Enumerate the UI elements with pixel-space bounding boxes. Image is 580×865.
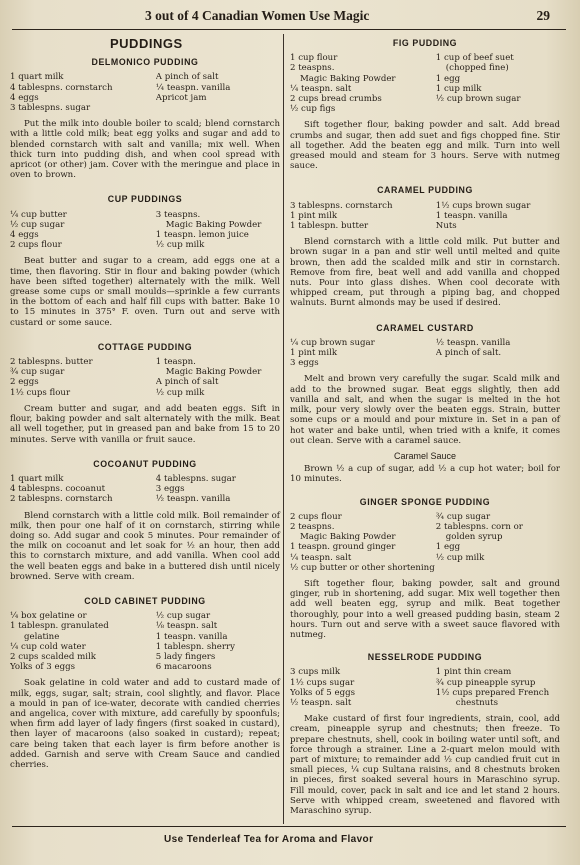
ingredient: ½ cup milk	[155, 387, 205, 398]
recipe-title: COCOANUT PUDDING	[93, 458, 197, 469]
ingredient: ½ cup brown sugar	[435, 94, 521, 105]
recipe-title: CUP PUDDINGS	[107, 194, 183, 205]
ingredient: 1 quart milk	[10, 72, 64, 83]
ingredient: 3 tablespns. cornstarch	[290, 200, 393, 211]
ingredient-list	[10, 357, 280, 398]
ingredient: gelatine	[24, 631, 60, 642]
header-title: 3 out of 4 Canadian Women Use Magic	[145, 8, 370, 23]
ingredient: 4 tablespns. cocoanut	[10, 484, 106, 495]
ingredient: 2 teaspns.	[290, 63, 335, 74]
ingredient: 1 cup milk	[435, 83, 482, 94]
ingredient-list	[290, 667, 560, 708]
ingredient: 2 cups flour	[290, 511, 342, 522]
ingredient: ½ teaspn. salt	[290, 697, 352, 708]
column-divider	[283, 34, 284, 824]
ingredient: 1½ cups flour	[10, 387, 71, 398]
ingredient: ½ cup milk	[435, 552, 485, 563]
footer-text: Use Tenderleaf Tea for Aroma and Flavor	[164, 834, 374, 845]
ingredient: Magic Baking Powder	[300, 532, 396, 543]
recipe-directions: Make custard of first four ingredients, strain, cool, add cream, pineapple syrup and chestnuts; then freeze. To prepare chestnuts, shell, cook in boiling water until soft, and force through a strainer. Line a 2-quart melon mould with part of mixture; to remainder add ½ cup candied fruit cut in small pieces, ¼ cup Sultana raisins, and 8 chestnuts broken in pieces, first soaked several hours in Maraschino syrup. Fill mould, cover, pack in salt and ice and let stand 2 hours. Serve with whipped cream, sweetened and flavored with Maraschino syrup.	[290, 714, 560, 816]
ingredient: 2 cups flour	[10, 240, 62, 251]
ingredient: 2 cups scalded milk	[10, 651, 96, 662]
ingredient: 2 cups bread crumbs	[290, 94, 382, 105]
ingredient-list	[290, 338, 560, 369]
sauce-title: Caramel Sauce	[393, 450, 457, 461]
ingredient-list	[10, 72, 280, 113]
ingredient: 1 quart milk	[10, 473, 64, 484]
ingredient: 1 teaspn. vanilla	[435, 210, 508, 221]
ingredient: A pinch of salt	[155, 377, 219, 388]
ingredient: ½ teaspn. vanilla	[155, 494, 231, 505]
ingredient-list	[290, 512, 560, 573]
ingredient: ½ teaspn. vanilla	[435, 337, 511, 348]
ingredient	[436, 104, 560, 114]
ingredient: Yolks of 3 eggs	[10, 662, 75, 673]
ingredient	[436, 563, 560, 573]
ingredient: 1 pint milk	[290, 210, 338, 221]
ingredient: ¾ cup sugar	[435, 511, 491, 522]
ingredient: ½ cup sugar	[155, 611, 211, 622]
ingredient: 1 pint thin cream	[435, 667, 512, 678]
recipe-cottage-pudding	[10, 342, 280, 445]
ingredient: 1½ cups brown sugar	[435, 200, 531, 211]
ingredient: ½ cup figs	[290, 104, 336, 115]
ingredient: 3 cups milk	[290, 667, 341, 678]
ingredient: 1 cup of beef suet	[435, 53, 514, 64]
ingredient: ½ cup sugar	[10, 219, 65, 230]
ingredient: golden syrup	[445, 532, 503, 543]
ingredient: 1 egg	[435, 542, 461, 553]
recipe-directions: Put the milk into double boiler to scald; blend cornstarch with a little cold milk; beat egg yolks and sugar and add to blended cornstarch with salt and vanilla; mix well. When thick turn into pudding dish, and when cool spread with apricot (or other) jam. Cover with the meringue and place in oven to brown.	[10, 119, 280, 181]
ingredient: 1 teaspn.	[155, 357, 196, 368]
ingredient-list	[10, 210, 280, 251]
ingredient: 4 tablespns. cornstarch	[10, 82, 113, 93]
ingredient-list	[10, 474, 280, 505]
ingredient: 2 eggs	[10, 377, 39, 388]
ingredient: 1 tablespn. butter	[290, 221, 369, 232]
recipe-directions: Beat butter and sugar to a cream, add eggs one at a time, then flavoring. Stir in flour and baking powder (which have been sifted together) alternately with the milk. Well grease some cups or small moulds—sprinkle a few currants in the bottom of each and half fill cups with batter. Bake 10 to 15 minutes in 375° F. oven. Turn out and serve with custard or some sauce.	[10, 256, 280, 328]
recipe-directions: Blend cornstarch with a little cold milk. Put butter and brown sugar in a pan and stir well until melted and quite brown, then add the scalded milk and stir in cornstarch. Remove from fire, beat well and add vanilla and chopped nuts. Pour into glass dishes. When cool decorate with whipped cream, put through a piping bag, and chopped walnuts. Burnt almonds may be used if desired.	[290, 237, 560, 309]
ingredient: Magic Baking Powder	[165, 219, 262, 230]
recipe-directions: Melt and brown very carefully the sugar. Scald milk and add to the browned sugar. Beat eggs slightly, then add vanilla and salt, and when the sugar is melted in the hot milk, pour very slowly over the beaten eggs. Strain, butter some cups or a mould and pour mixture in. Set in a pan of hot water and bake until, when tried with a knife, it comes out clean. Serve with a caramel sauce.	[290, 374, 560, 446]
ingredient: ½ cup milk	[155, 240, 205, 251]
recipe-title: CARAMEL CUSTARD	[376, 322, 474, 333]
ingredient: 3 eggs	[290, 358, 319, 369]
ingredient: 1 cup flour	[290, 53, 338, 64]
recipe-caramel-pudding	[290, 185, 560, 308]
ingredient: 1 egg	[435, 73, 461, 84]
ingredient	[156, 103, 280, 113]
ingredient: 2 tablespns. butter	[10, 357, 93, 368]
ingredient: 1 tablespn. sherry	[155, 641, 235, 652]
ingredient: ¼ cup cold water	[10, 641, 86, 652]
ingredient: 2 tablespns. corn or	[435, 521, 523, 532]
sauce-directions: Brown ½ a cup of sugar, add ½ a cup hot water; boil for 10 minutes.	[290, 464, 560, 485]
recipe-title: COLD CABINET PUDDING	[84, 595, 206, 606]
right-column	[290, 36, 560, 820]
ingredient: 4 tablespns. sugar	[155, 473, 236, 484]
recipe-title: CARAMEL PUDDING	[377, 185, 473, 196]
ingredient: ¼ cup butter	[10, 209, 67, 220]
ingredient: 1 teaspn. lemon juice	[155, 230, 249, 241]
ingredient: Apricot jam	[155, 92, 207, 103]
ingredient: 4 eggs	[10, 92, 39, 103]
recipe-caramel-custard	[290, 323, 560, 485]
recipe-delmonico	[10, 57, 280, 180]
ingredient: ¼ teaspn. vanilla	[155, 82, 231, 93]
ingredient: ¼ teaspn. salt	[290, 552, 352, 563]
ingredient: 1 teaspn. vanilla	[155, 631, 228, 642]
ingredient-list	[290, 53, 560, 114]
ingredient: 3 teaspns.	[155, 209, 201, 220]
ingredient: ¾ cup pineapple syrup	[435, 677, 536, 688]
ingredient: 2 teaspns.	[290, 521, 335, 532]
ingredient: ¼ box gelatine or	[10, 611, 87, 622]
recipe-directions: Sift together flour, baking powder and salt. Add bread crumbs and sugar, then add suet and figs chopped fine. Stir all together. Add the beaten egg and milk. Turn into well greased mould and steam for 3 hours. Serve with nutmeg sauce.	[290, 120, 560, 172]
recipe-title: FIG PUDDING	[392, 38, 458, 48]
recipe-title: COTTAGE PUDDING	[97, 341, 193, 352]
ingredient: 1 tablespn. granulated	[10, 621, 109, 632]
recipe-directions: Sift together flour, baking powder, salt and ground ginger, rub in shortening, add sugar. Mix well together then add well beaten egg, syrup and milk. Beat together thoroughly, pour into a well greased pudding basin, steam 2 hours. Turn out and serve with a sweet sauce flavored with nutmeg.	[290, 578, 560, 640]
ingredient: chestnuts	[455, 697, 499, 708]
ingredient	[436, 358, 560, 368]
ingredient: 1 teaspn. ground ginger	[290, 542, 396, 553]
ingredient: Yolks of 5 eggs	[290, 687, 355, 698]
ingredient-list	[290, 201, 560, 232]
ingredient: 2 tablespns. cornstarch	[10, 494, 113, 505]
ingredient: Magic Baking Powder	[300, 73, 396, 84]
ingredient: ¾ cup sugar	[10, 367, 65, 378]
section-title: PUDDINGS	[110, 36, 183, 51]
recipe-cold-cabinet-pudding	[10, 596, 280, 770]
recipe-directions: Blend cornstarch with a little cold milk. Boil remainder of milk, then pour one half of it on cornstarch, stirring while doing so. Add sugar and cook 5 minutes. Pour remainder of the milk on cocoanut and let soak for ½ an hour, then add this to cornstarch mixture, and add vanilla. When cool add the well beaten eggs and bake in a buttered dish until nicely browned. Serve with cream.	[10, 510, 280, 582]
header-rule	[12, 29, 566, 30]
ingredient: 4 eggs	[10, 230, 39, 241]
ingredient: ⅛ teaspn. salt	[155, 621, 218, 632]
page-number: 29	[536, 8, 550, 23]
recipe-ginger-sponge-pudding	[290, 497, 560, 641]
ingredient: 3 eggs	[155, 484, 185, 495]
ingredient: Nuts	[435, 221, 457, 232]
ingredient: ½ cup butter or other shortening	[290, 562, 435, 573]
ingredient: Magic Baking Powder	[165, 367, 262, 378]
ingredient: 1½ cups prepared French	[435, 687, 550, 698]
ingredient: 3 tablespns. sugar	[10, 103, 91, 114]
ingredient-list	[10, 611, 280, 672]
ingredient: A pinch of salt.	[435, 348, 502, 359]
recipe-cup-puddings	[10, 194, 280, 327]
ingredient: 1 pint milk	[290, 348, 338, 359]
recipe-title: DELMONICO PUDDING	[91, 57, 199, 68]
left-column	[10, 36, 280, 774]
recipe-nesselrode-pudding	[290, 652, 560, 816]
ingredient: 6 macaroons	[155, 662, 212, 673]
recipe-directions: Soak gelatine in cold water and add to custard made of milk, eggs, sugar, salt; strain, cool slightly, and flavor. Place a mould in pan of ice-water, decorate with candied cherries and angelica, cover with mixture, add carefully by spoonfuls; when firm add layer of lady fingers (first soaked in custard), then layer of macaroons (also soaked in custard); repeat; care being taken that each layer is firm before another is added. Garnish and serve with Cream Sauce and candied cherries.	[10, 678, 280, 770]
ingredient: (chopped fine)	[445, 63, 509, 74]
recipe-cocoanut-pudding	[10, 459, 280, 582]
recipe-title: NESSELRODE PUDDING	[367, 652, 483, 663]
ingredient: ¼ cup brown sugar	[290, 337, 375, 348]
recipe-title: GINGER SPONGE PUDDING	[359, 496, 491, 507]
ingredient: A pinch of salt	[155, 72, 219, 83]
ingredient: ¼ teaspn. salt	[290, 83, 352, 94]
footer-rule	[12, 826, 566, 827]
page-header	[0, 6, 580, 26]
ingredient: 1½ cups sugar	[290, 677, 355, 688]
recipe-fig-pudding	[290, 38, 560, 171]
ingredient: 5 lady fingers	[155, 651, 216, 662]
recipe-directions: Cream butter and sugar, and add beaten eggs. Sift in flour, baking powder and salt alternately with the milk. Beat all well together, put in greased pan and bake from 15 to 20 minutes. Serve with vanilla or fruit sauce.	[10, 403, 280, 445]
